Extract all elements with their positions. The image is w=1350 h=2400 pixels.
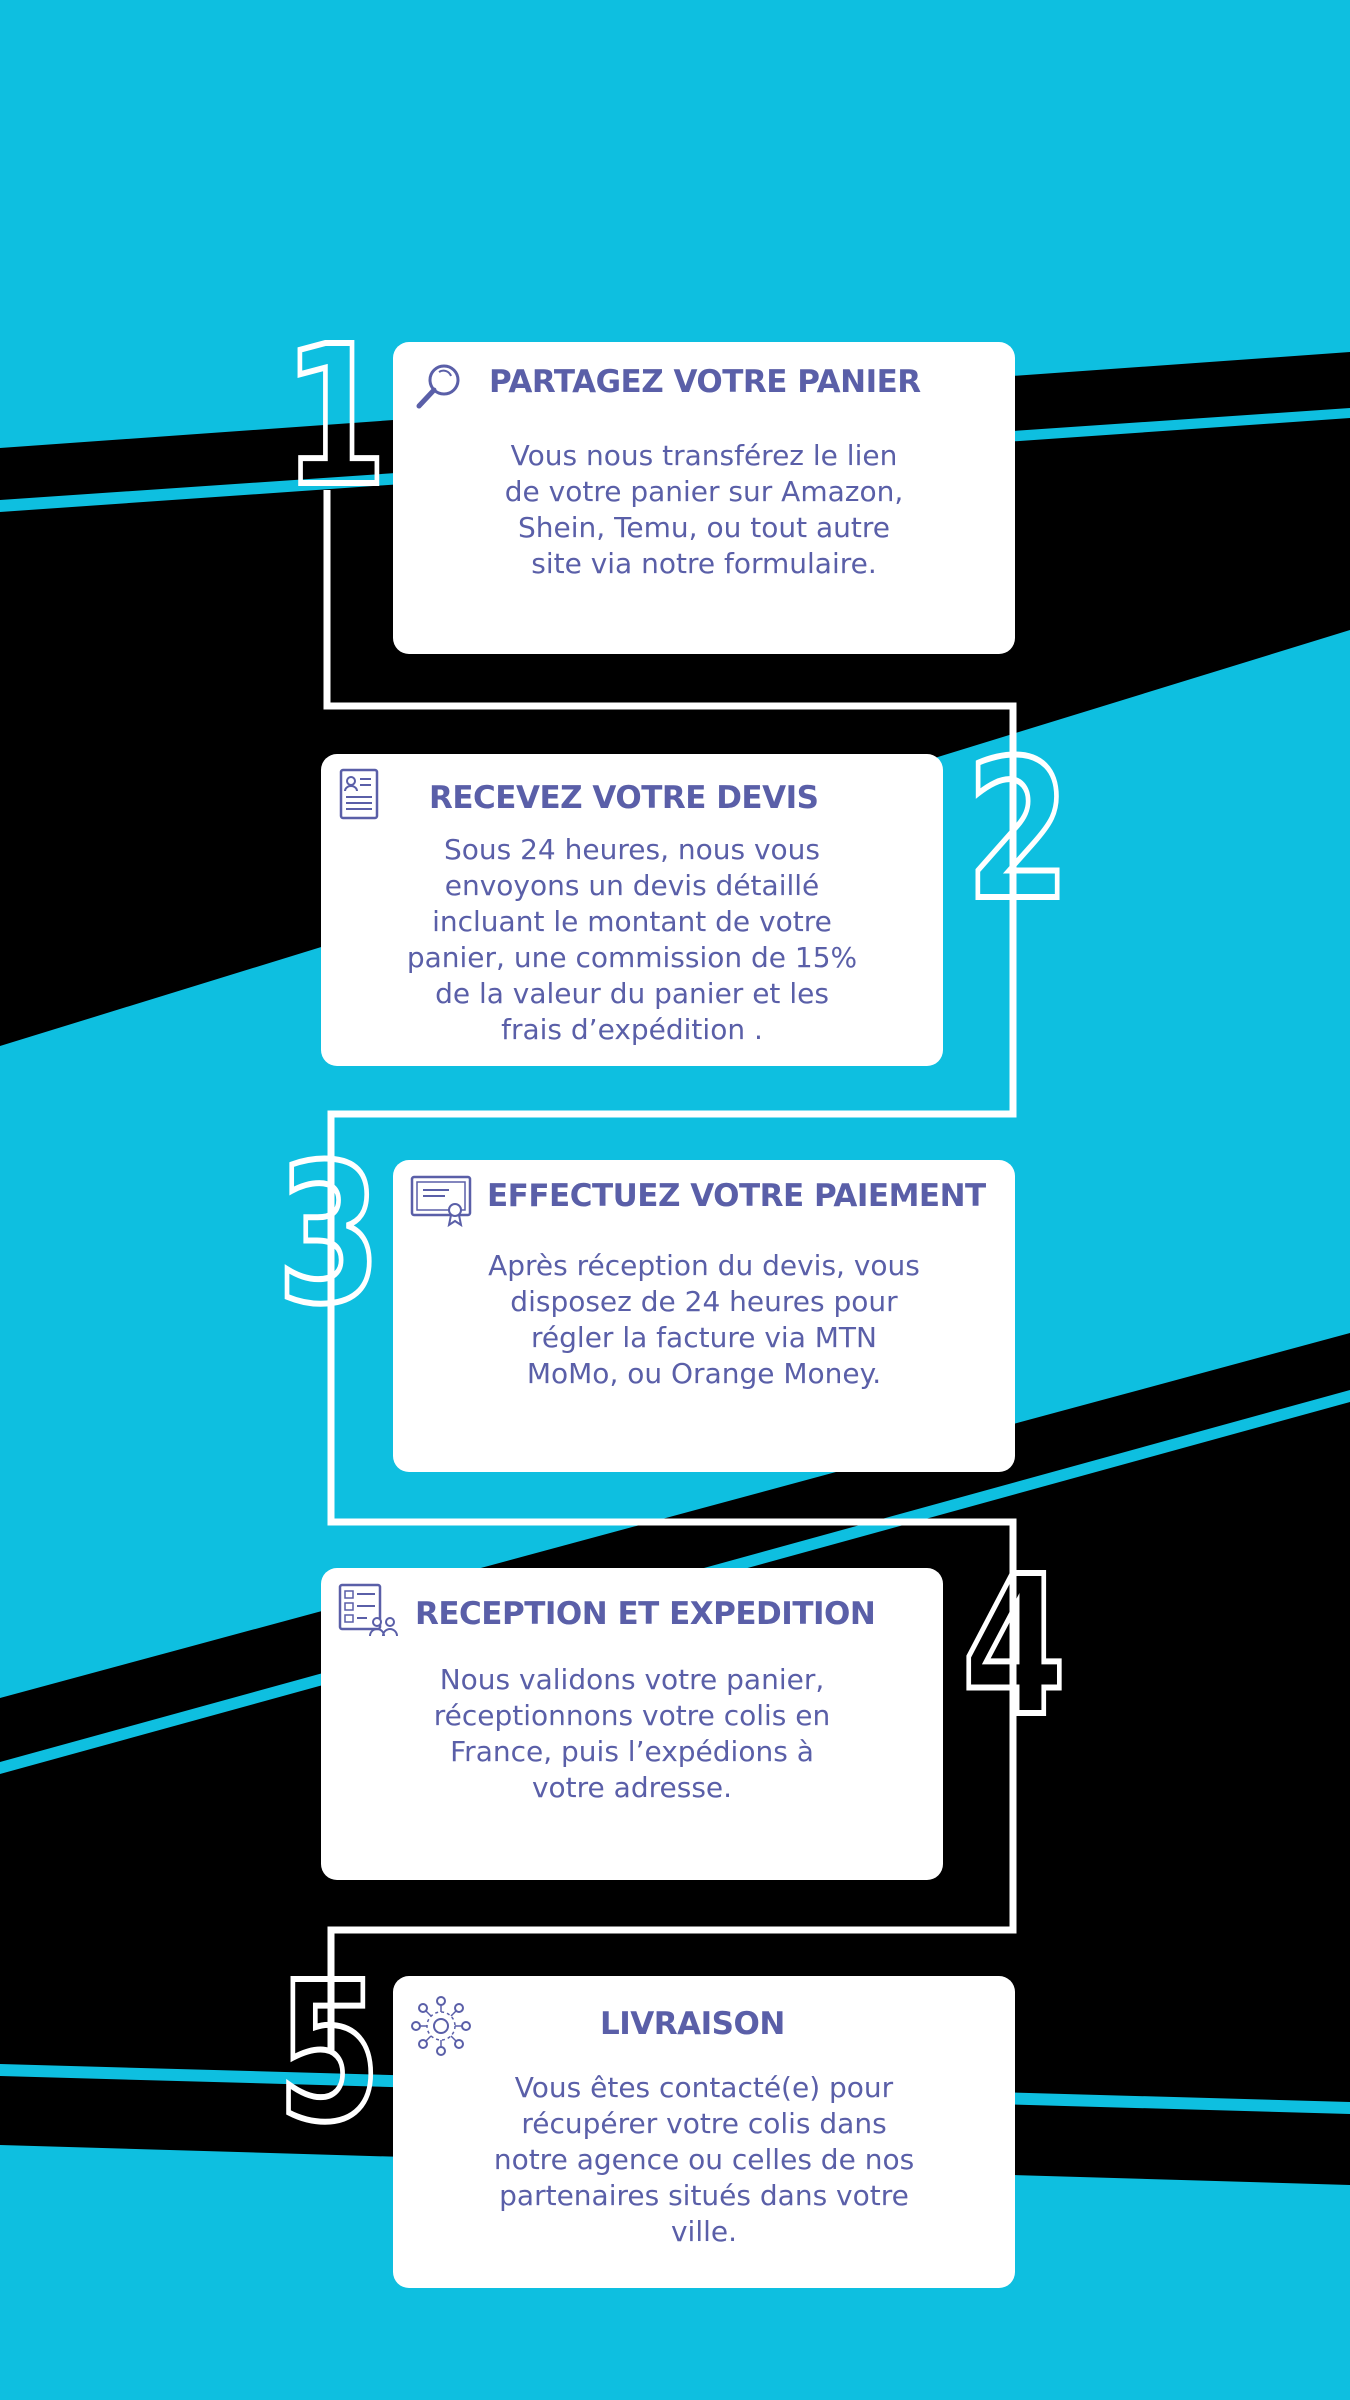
network-icon [409, 1994, 473, 2058]
step-description [371, 1662, 893, 1806]
step-title: RECEVEZ VOTRE DEVIS [429, 780, 819, 816]
magnifier-icon [411, 358, 467, 414]
description-line: Shein, Temu, ou tout autre [518, 511, 890, 544]
description-line: disposez de 24 heures pour [510, 1285, 898, 1318]
description-line: panier, une commission de 15% [406, 941, 858, 974]
description-line: envoyons un devis détaillé [444, 869, 820, 902]
step-number-1: 1 [283, 306, 388, 529]
step-title: PARTAGEZ VOTRE PANIER [489, 364, 921, 400]
step-card-3 [393, 1160, 1015, 1472]
description-line: de la valeur du panier et les [435, 977, 829, 1010]
description-line: de votre panier sur Amazon, [504, 475, 904, 508]
step-number-2: 2 [966, 720, 1071, 943]
description-line: Nous validons votre panier, [439, 1663, 825, 1696]
step-description [443, 2070, 965, 2250]
description-line: régler la facture via MTN [531, 1321, 877, 1354]
description-line: incluant le montant de votre [432, 905, 832, 938]
description-line: ville. [670, 2215, 738, 2248]
step-number-5: 5 [277, 1942, 382, 2165]
description-line: récupérer votre colis dans [521, 2107, 887, 2140]
description-line: Vous êtes contacté(e) pour [514, 2071, 894, 2104]
description-line: Sous 24 heures, nous vous [443, 833, 821, 866]
description-line: MoMo, ou Orange Money. [526, 1357, 882, 1390]
description-line: réceptionnons votre colis en [433, 1699, 831, 1732]
description-line: Vous nous transférez le lien [510, 439, 898, 472]
description-line: partenaires situés dans votre [499, 2179, 909, 2212]
checklist-icon [337, 1582, 403, 1638]
document-icon [331, 766, 387, 822]
step-card-5 [393, 1976, 1015, 2288]
description-line: frais d’expédition . [501, 1013, 763, 1046]
description-line: Après réception du devis, vous [488, 1249, 920, 1282]
description-line: France, puis l’expédions à [450, 1735, 814, 1768]
step-description [371, 832, 893, 1048]
certificate-icon [409, 1172, 473, 1228]
step-title: EFFECTUEZ VOTRE PAIEMENT [487, 1178, 986, 1214]
step-card-4 [321, 1568, 943, 1880]
description-line: votre adresse. [531, 1771, 733, 1804]
step-title: RECEPTION ET EXPEDITION [415, 1596, 876, 1632]
step-description [443, 1248, 965, 1392]
step-title: LIVRAISON [600, 2006, 785, 2042]
step-description [443, 438, 965, 582]
step-number-3: 3 [277, 1124, 382, 1347]
description-line: notre agence ou celles de nos [493, 2143, 915, 2176]
description-line: site via notre formulaire. [531, 547, 877, 580]
step-card-1 [393, 342, 1015, 654]
step-number-4: 4 [962, 1536, 1067, 1759]
step-card-2 [321, 754, 943, 1066]
